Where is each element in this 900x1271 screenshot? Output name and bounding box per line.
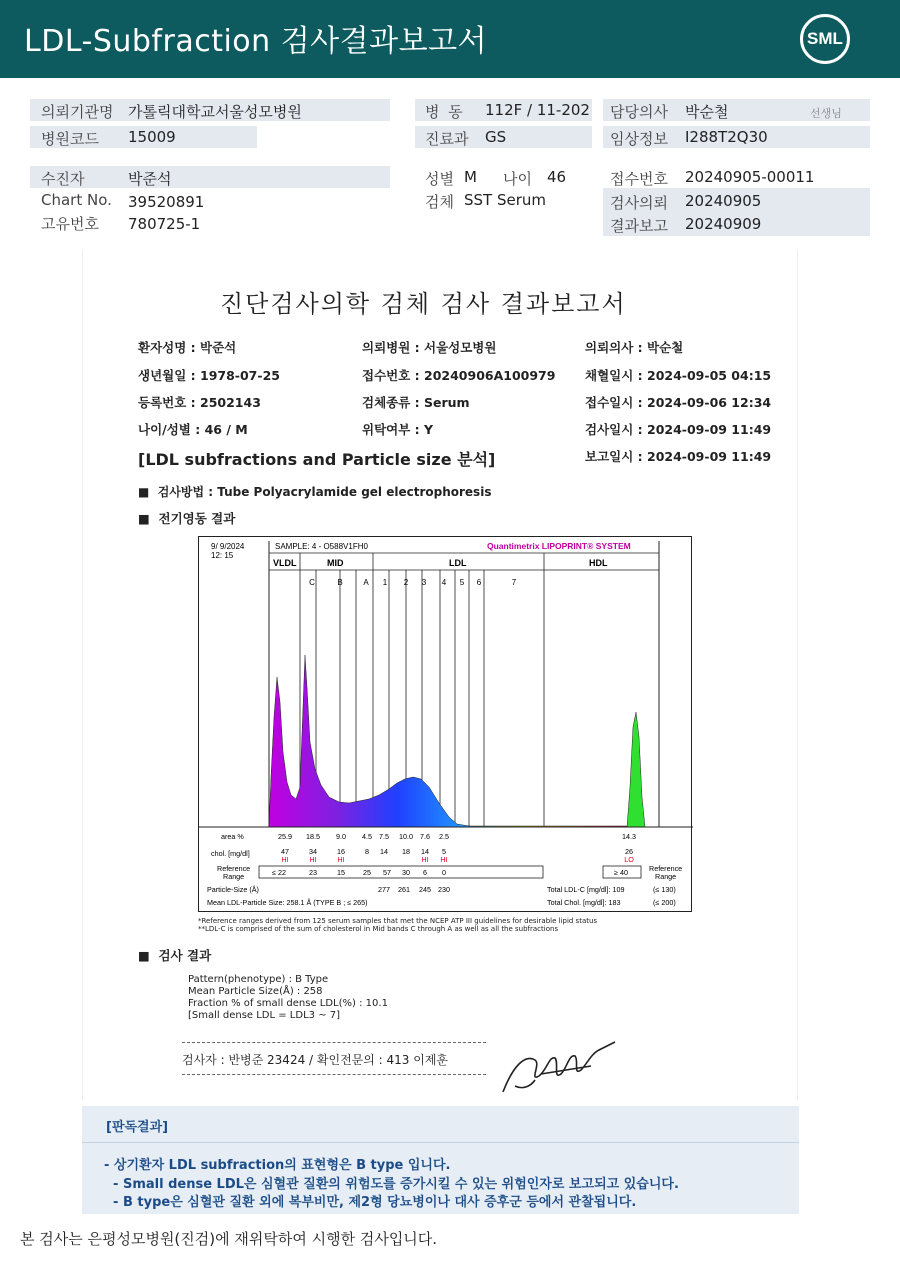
chol-value: 16 xyxy=(337,847,345,856)
header-bar xyxy=(0,0,900,78)
report-row3-col2: 검체종류 : Serum xyxy=(362,395,470,410)
ward-label: 병 동 xyxy=(425,103,465,121)
chart-system: Quantimetrix LIPOPRINT® SYSTEM xyxy=(487,541,631,551)
band-label-2: 2 xyxy=(403,578,409,587)
report-row4-col2: 위탁여부 : Y xyxy=(362,422,434,437)
flag-HI: HI xyxy=(309,855,317,864)
sml-logo: SML xyxy=(800,14,850,64)
signer-bottom-rule xyxy=(182,1074,486,1075)
band-label-7: 7 xyxy=(511,578,517,587)
method-line: ■ 검사방법 : Tube Polyacrylamide gel electrophoresis xyxy=(138,485,492,499)
report-title: 진단검사의학 검체 검사 결과보고서 xyxy=(220,290,627,318)
report-row1-col2: 의뢰병원 : 서울성모병원 xyxy=(362,340,497,355)
report-row4-col3: 검사일시 : 2024-09-09 11:49 xyxy=(585,422,772,437)
total-chol-ref: (≤ 200) xyxy=(653,898,676,907)
area-value: 4.5 xyxy=(362,832,372,841)
age-label: 나이 xyxy=(503,170,532,188)
footnote-2: **LDL-C is comprised of the sum of cholesterol in Mid bands C through A as well as all the subfractions xyxy=(198,925,559,933)
ref-label-r1: Reference xyxy=(649,864,683,873)
area-value: 25.9 xyxy=(278,832,292,841)
mean-size: Mean LDL-Particle Size: 258.1 Å (TYPE B ; ≤ 265) xyxy=(207,898,368,907)
interpretation-line-1: - 상기환자 LDL subfraction의 표현형은 B type 입니다. xyxy=(104,1158,451,1173)
page-title: LDL-Subfraction 검사결과보고서 xyxy=(24,24,488,59)
area-value: 14.3 xyxy=(622,832,636,841)
unique-label: 고유번호 xyxy=(41,215,99,233)
patient-label: 수진자 xyxy=(41,170,85,188)
size-value: 245 xyxy=(419,885,431,894)
area-label: area % xyxy=(221,832,244,841)
chart-svg xyxy=(199,537,693,913)
flag-HI: HI xyxy=(337,855,345,864)
chol-value: 14 xyxy=(421,847,429,856)
patient-value: 박준석 xyxy=(128,170,172,188)
receipt-value: 20240905-00011 xyxy=(685,168,815,186)
ref-value: 30 xyxy=(402,868,410,877)
sex-label: 성별 xyxy=(425,170,454,188)
size-value: 230 xyxy=(438,885,450,894)
report-row2-col1: 생년월일 : 1978-07-25 xyxy=(138,368,280,383)
ref-value: ≤ 22 xyxy=(272,868,286,877)
request-label: 검사의뢰 xyxy=(610,194,668,212)
ref-value: 15 xyxy=(337,868,345,877)
report-subtitle: [LDL subfractions and Particle size 분석] xyxy=(138,450,496,469)
electrophoresis-chart xyxy=(198,536,692,912)
ward-value: 112F / 11-202 xyxy=(485,101,590,119)
signature-image xyxy=(495,1036,620,1100)
band-label-3: 3 xyxy=(421,578,427,587)
receipt-label: 접수번호 xyxy=(610,170,668,188)
ref-value: ≥ 40 xyxy=(614,868,628,877)
hospcode-label: 병원코드 xyxy=(41,130,99,148)
report-row1-col3: 의뢰의사 : 박순철 xyxy=(585,340,684,355)
doctor-value: 박순철 xyxy=(685,103,729,121)
band-label-5: 5 xyxy=(459,578,465,587)
ref-label-2: Range xyxy=(223,872,245,881)
institution-label: 의뢰기관명 xyxy=(41,103,114,121)
area-value: 18.5 xyxy=(306,832,320,841)
band-label-1: 1 xyxy=(382,578,388,587)
chol-value: 14 xyxy=(380,847,388,856)
report-row2-col2: 접수번호 : 20240906A100979 xyxy=(362,368,556,383)
result-line-2: Mean Particle Size(Å) : 258 xyxy=(188,986,323,997)
size-value: 277 xyxy=(378,885,390,894)
group-mid: MID xyxy=(327,558,344,568)
area-value: 7.6 xyxy=(420,832,430,841)
signer-line: 검사자 : 반병준 23424 / 확인전문의 : 413 이제훈 xyxy=(182,1053,449,1067)
institution-value: 가톨릭대학교서울성모병원 xyxy=(128,103,302,121)
report-value: 20240909 xyxy=(685,215,762,233)
dept-label: 진료과 xyxy=(425,130,469,148)
ref-label-1: Reference xyxy=(217,864,251,873)
flag-LO: LO xyxy=(624,855,634,864)
report-row4-col1: 나이/성별 : 46 / M xyxy=(138,422,248,437)
electro-head: ■ 전기영동 결과 xyxy=(138,511,236,526)
ref-value: 25 xyxy=(363,868,371,877)
chol-value: 34 xyxy=(309,847,317,856)
interpretation-divider xyxy=(82,1142,799,1143)
chol-value: 8 xyxy=(365,847,369,856)
flag-HI: HI xyxy=(421,855,429,864)
report-row2-col3: 채혈일시 : 2024-09-05 04:15 xyxy=(585,368,772,383)
chart-hdl-peak xyxy=(627,712,645,827)
chart-sample: SAMPLE: 4 - O588V1FH0 xyxy=(275,542,368,551)
report-row3-col1: 등록번호 : 2502143 xyxy=(138,395,261,410)
specimen-label: 검체 xyxy=(425,193,454,211)
ref-value: 57 xyxy=(383,868,391,877)
flag-HI: HI xyxy=(440,855,448,864)
result-head: ■ 검사 결과 xyxy=(138,948,212,963)
band-label-6: 6 xyxy=(476,578,482,587)
group-hdl: HDL xyxy=(589,558,608,568)
total-ldl: Total LDL-C [mg/dl]: 109 xyxy=(547,885,625,894)
specimen-value: SST Serum xyxy=(464,191,547,209)
report-time: 보고일시 : 2024-09-09 11:49 xyxy=(585,449,772,464)
chol-value: 5 xyxy=(442,847,446,856)
result-line-4: [Small dense LDL = LDL3 ~ 7] xyxy=(188,1010,341,1021)
ref-value: 6 xyxy=(423,868,427,877)
request-value: 20240905 xyxy=(685,192,762,210)
clinical-label: 임상정보 xyxy=(610,130,668,148)
ref-value: 0 xyxy=(442,868,446,877)
report-label: 결과보고 xyxy=(610,217,668,235)
chol-value: 26 xyxy=(625,847,633,856)
interpretation-line-2: - Small dense LDL은 심혈관 질환의 위험도를 증가시킬 수 있는 위험인자로 보고되고 있습니다. xyxy=(104,1177,679,1192)
chart-time: 12: 15 xyxy=(211,551,234,560)
result-line-1: Pattern(phenotype) : B Type xyxy=(188,974,329,985)
area-value: 9.0 xyxy=(336,832,346,841)
chart-label: Chart No. xyxy=(41,191,112,209)
area-value: 2.5 xyxy=(439,832,449,841)
total-ldl-ref: (≤ 130) xyxy=(653,885,676,894)
chart-curve xyxy=(269,655,635,827)
chart-value: 39520891 xyxy=(128,193,205,211)
footer-note: 본 검사는 은평성모병원(진검)에 재위탁하여 시행한 검사입니다. xyxy=(20,1230,438,1248)
chart-date: 9/ 9/2024 xyxy=(211,542,245,551)
chol-value: 47 xyxy=(281,847,289,856)
band-label-C: C xyxy=(309,578,315,587)
total-chol: Total Chol. [mg/dl]: 183 xyxy=(547,898,621,907)
band-label-4: 4 xyxy=(441,578,447,587)
unique-value: 780725-1 xyxy=(128,215,201,233)
chol-value: 18 xyxy=(402,847,410,856)
ref-box-left xyxy=(259,866,543,878)
interpretation-panel xyxy=(82,1106,799,1214)
interpretation-line-3: - B type은 심혈관 질환 외에 복부비만, 제2형 당뇨병이나 대사 증후군 등에서 관찰됩니다. xyxy=(104,1195,637,1210)
dept-value: GS xyxy=(485,128,507,146)
sex-value: M xyxy=(464,168,477,186)
hospcode-value: 15009 xyxy=(128,128,176,146)
group-ldl: LDL xyxy=(449,558,467,568)
report-row1-col1: 환자성명 : 박준석 xyxy=(138,340,237,355)
interpretation-head: [판독결과] xyxy=(106,1120,169,1135)
signer-top-rule xyxy=(182,1042,486,1043)
ref-label-r2: Range xyxy=(655,872,677,881)
band-label-A: A xyxy=(363,578,369,587)
group-vldl: VLDL xyxy=(273,558,297,568)
chol-label: chol. [mg/dl] xyxy=(211,849,250,858)
report-row3-col3: 접수일시 : 2024-09-06 12:34 xyxy=(585,395,772,410)
doctor-suffix: 선생님 xyxy=(810,107,842,120)
clinical-value: I288T2Q30 xyxy=(685,128,768,146)
band-label-B: B xyxy=(337,578,343,587)
doctor-label: 담당의사 xyxy=(610,103,668,121)
area-value: 7.5 xyxy=(379,832,389,841)
age-value: 46 xyxy=(547,168,567,186)
footnote-1: *Reference ranges derived from 125 serum samples that met the NCEP ATP III guidelines for desirable lipid status xyxy=(198,917,598,925)
size-label: Particle-Size (Å) xyxy=(207,885,259,894)
result-line-3: Fraction % of small dense LDL(%) : 10.1 xyxy=(188,998,388,1009)
ref-value: 23 xyxy=(309,868,317,877)
flag-HI: HI xyxy=(281,855,289,864)
size-value: 261 xyxy=(398,885,410,894)
area-value: 10.0 xyxy=(399,832,413,841)
